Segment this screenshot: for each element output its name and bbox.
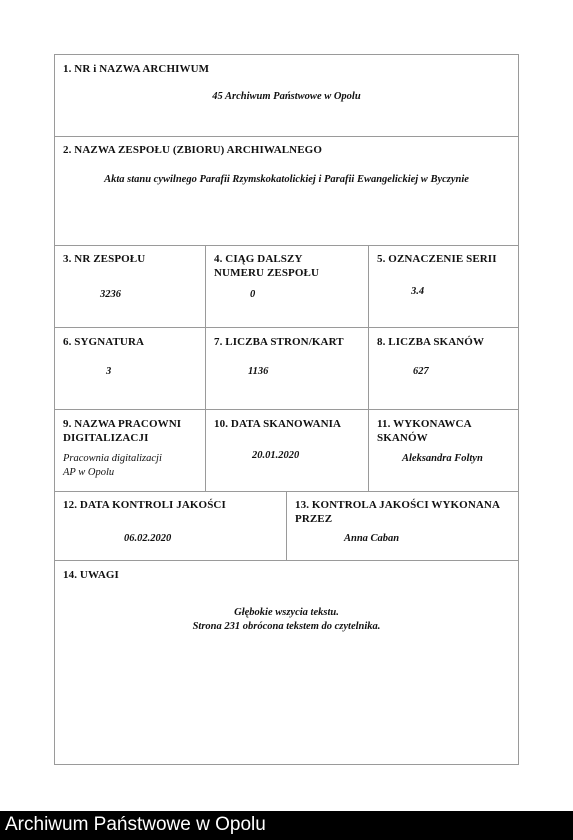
field-12-label: 12. DATA KONTROLI JAKOŚCI — [63, 499, 226, 511]
field-8-value: 627 — [413, 366, 429, 377]
column-divider — [286, 491, 287, 560]
row-divider — [55, 245, 518, 246]
row-divider — [55, 560, 518, 561]
field-11-label-line1: 11. WYKONAWCA — [377, 418, 472, 430]
field-11-label-line2: SKANÓW — [377, 432, 428, 444]
column-divider — [368, 245, 369, 491]
field-4-label-line2: NUMERU ZESPOŁU — [214, 267, 319, 279]
field-5-label: 5. OZNACZENIE SERII — [377, 253, 497, 265]
field-10-label: 10. DATA SKANOWANIA — [214, 418, 342, 430]
field-3-value: 3236 — [100, 289, 121, 300]
row-divider — [55, 409, 518, 410]
row-divider — [55, 327, 518, 328]
column-divider — [205, 245, 206, 491]
field-7-label: 7. LICZBA STRON/KART — [214, 336, 344, 348]
field-2-label: 2. NAZWA ZESPOŁU (ZBIORU) ARCHIWALNEGO — [63, 144, 322, 156]
field-12-value: 06.02.2020 — [124, 533, 172, 544]
field-5-value: 3.4 — [411, 286, 425, 297]
field-3-label: 3. NR ZESPOŁU — [63, 253, 146, 265]
field-1-value: 45 Archiwum Państwowe w Opolu — [212, 91, 361, 102]
field-4-value: 0 — [250, 289, 256, 300]
field-13-value: Anna Caban — [344, 533, 400, 544]
field-14-value-line1: Głębokie wszycia tekstu. — [234, 607, 339, 618]
field-4-label-line1: 4. CIĄG DALSZY — [214, 253, 303, 265]
field-13-label-line2: PRZEZ — [295, 513, 333, 525]
field-14-label: 14. UWAGI — [63, 569, 119, 581]
row-divider — [55, 136, 518, 137]
field-7-value: 1136 — [248, 366, 269, 377]
field-9-label-line1: 9. NAZWA PRACOWNI — [63, 418, 182, 430]
field-11-value: Aleksandra Foltyn — [402, 453, 483, 464]
metadata-form — [54, 54, 519, 765]
footer-bar — [0, 811, 573, 840]
field-1-label: 1. NR i NAZWA ARCHIWUM — [63, 63, 210, 75]
field-9-label-line2: DIGITALIZACJI — [63, 432, 149, 444]
field-2-value: Akta stanu cywilnego Parafii Rzymskokatolickiej i Parafii Ewangelickiej w Byczynie — [104, 174, 469, 185]
field-8-label: 8. LICZBA SKANÓW — [377, 336, 485, 348]
field-6-value: 3 — [106, 366, 112, 377]
field-13-label-line1: 13. KONTROLA JAKOŚCI WYKONANA — [295, 499, 500, 511]
footer-text: Archiwum Państwowe w Opolu — [5, 814, 266, 835]
field-9-value-line2: AP w Opolu — [63, 467, 115, 478]
field-10-value: 20.01.2020 — [252, 450, 300, 461]
field-6-label: 6. SYGNATURA — [63, 336, 145, 348]
field-14-value-line2: Strona 231 obrócona tekstem do czytelnika. — [192, 621, 381, 632]
field-9-value-line1: Pracownia digitalizacji — [63, 453, 162, 464]
